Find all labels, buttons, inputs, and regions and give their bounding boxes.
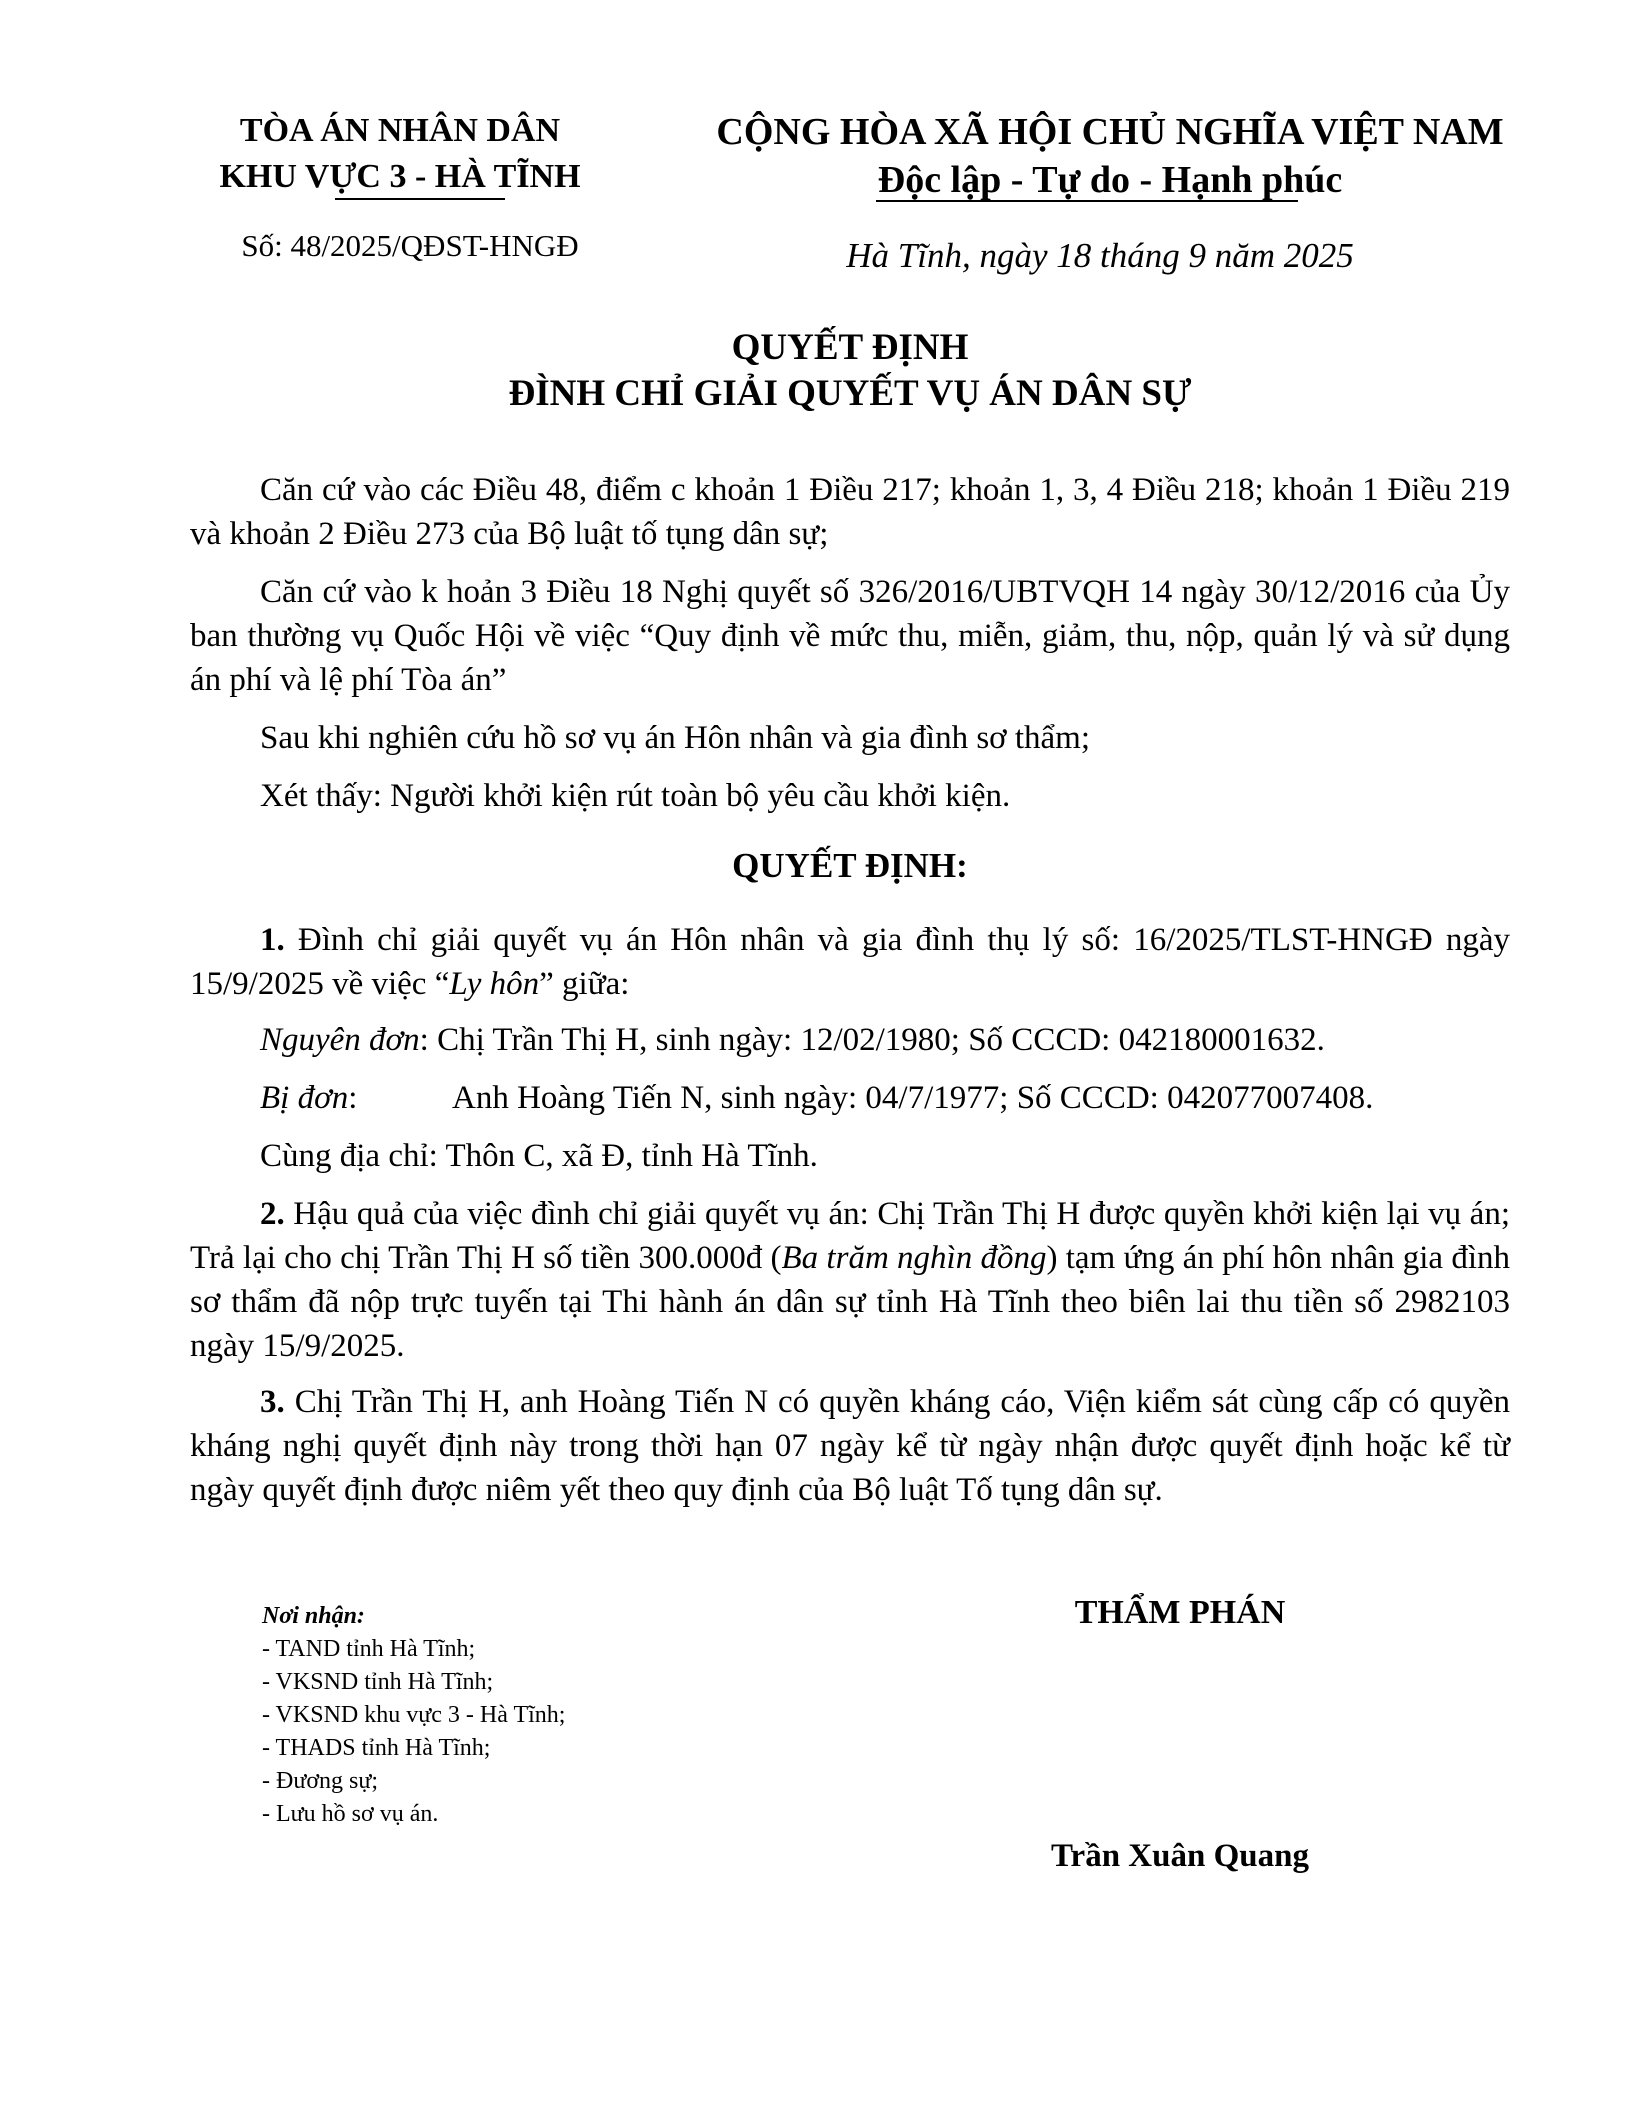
item-text-end: ) tạm ứng án phí hôn nhân gia đình sơ thẩm đã nộp trực tuyến tại Thi hành án dân sự tỉnh Hà Tĩnh theo biên lai thu tiền số 2982103 ngày 15/9/2025. [190, 1240, 1511, 1364]
preamble-legal-basis-2: Căn cứ vào k hoản 3 Điều 18 Nghị quyết số 326/2016/UBTVQH 14 ngày 30/12/2016 của Ủy ban thường vụ Quốc Hội về việc “Quy định về mức thu, miễn, giảm, thu, nộp, quản lý và sử dụng án phí và lệ phí Tòa án” [190, 574, 1510, 698]
shared-address: Cùng địa chỉ: Thôn C, xã Đ, tỉnh Hà Tĩnh. [260, 1138, 818, 1174]
national-motto: Độc lập - Tự do - Hạnh phúc [877, 159, 1343, 201]
court-name-line2: KHU VỰC 3 - HÀ TĨNH [219, 158, 581, 195]
place-date: Hà Tĩnh, ngày 18 tháng 9 năm 2025 [846, 236, 1354, 275]
decision-heading: QUYẾT ĐỊNH: [732, 846, 968, 885]
recipient-item: - VKSND khu vực 3 - Hà Tĩnh; [262, 1702, 566, 1728]
item-number: 2. [260, 1196, 285, 1232]
defendant-info: Anh Hoàng Tiến N, sinh ngày: 04/7/1977; Số CCCD: 042077007408. [452, 1080, 1374, 1116]
preamble-legal-basis-1: Căn cứ vào các Điều 48, điểm c khoản 1 Điều 217; khoản 1, 3, 4 Điều 218; khoản 1 Điều 219 và khoản 2 Điều 273 của Bộ luật tố tụng dân sự; [190, 472, 1510, 552]
recipient-item: - Lưu hồ sơ vụ án. [262, 1801, 439, 1827]
defendant-label: Bị đơn [260, 1080, 349, 1116]
national-motto-block [690, 108, 1530, 204]
defendant-line [260, 1076, 1520, 1120]
court-name-block [200, 108, 600, 200]
recipients-block [262, 1600, 782, 1831]
national-name: CỘNG HÒA XÃ HỘI CHỦ NGHĨA VIỆT NAM [716, 111, 1504, 153]
defendant-colon: : [348, 1080, 358, 1116]
decision-item-3 [190, 1380, 1510, 1512]
preamble-review: Sau khi nghiên cứu hồ sơ vụ án Hôn nhân và gia đình sơ thẩm; [260, 720, 1091, 756]
case-type: Ly hôn [449, 966, 540, 1002]
decision-item-2 [190, 1192, 1510, 1368]
item-number: 3. [260, 1384, 285, 1420]
plaintiff-line [260, 1018, 1520, 1062]
title-line1: QUYẾT ĐỊNH [731, 327, 969, 368]
signer-name: Trần Xuân Quang [1051, 1838, 1309, 1874]
item-text: Hậu quả của việc đình chỉ giải quyết vụ án: Chị Trần Thị H được quyền khởi kiện lại vụ án; Trả lại cho chị Trần Thị H số tiền 300.000đ ( [190, 1196, 1510, 1276]
plaintiff-label: Nguyên đơn [260, 1022, 420, 1058]
recipient-item: - TAND tỉnh Hà Tĩnh; [262, 1636, 476, 1662]
recipient-item: - THADS tỉnh Hà Tĩnh; [262, 1735, 491, 1761]
recipient-item: - Đương sự; [262, 1768, 379, 1794]
item-text: Đình chỉ giải quyết vụ án Hôn nhân và gia đình thụ lý số: 16/2025/TLST-HNGĐ ngày 15/9/2025 về việc “ [190, 922, 1510, 1002]
item-text: Chị Trần Thị H, anh Hoàng Tiến N có quyền kháng cáo, Viện kiểm sát cùng cấp có quyền kháng nghị quyết định này trong thời hạn 07 ngày kể từ ngày nhận được quyết định hoặc kể từ ngày quyết định được niêm yết theo quy định của Bộ luật Tố tụng dân sự. [190, 1384, 1510, 1508]
amount-in-words: Ba trăm nghìn đồng [781, 1240, 1047, 1276]
national-motto-underline [876, 200, 1298, 202]
court-name-underline [335, 198, 505, 200]
decision-item-1 [190, 918, 1510, 1006]
signer-role: THẨM PHÁN [1074, 1594, 1286, 1631]
item-number: 1. [260, 922, 285, 958]
plaintiff-info: : Chị Trần Thị H, sinh ngày: 12/02/1980; Số CCCD: 042180001632. [419, 1022, 1325, 1058]
recipient-item: - VKSND tỉnh Hà Tĩnh; [262, 1669, 494, 1695]
court-name-line1: TÒA ÁN NHÂN DÂN [239, 112, 561, 149]
preamble-finding: Xét thấy: Người khởi kiện rút toàn bộ yêu cầu khởi kiện. [260, 778, 1011, 814]
document-number: Số: 48/2025/QĐST-HNGĐ [241, 228, 579, 263]
item-text-end: ” giữa: [539, 966, 630, 1002]
title-line2: ĐÌNH CHỈ GIẢI QUYẾT VỤ ÁN DÂN SỰ [508, 373, 1192, 414]
document-title [190, 325, 1510, 417]
recipients-label: Nơi nhận: [262, 1603, 365, 1629]
